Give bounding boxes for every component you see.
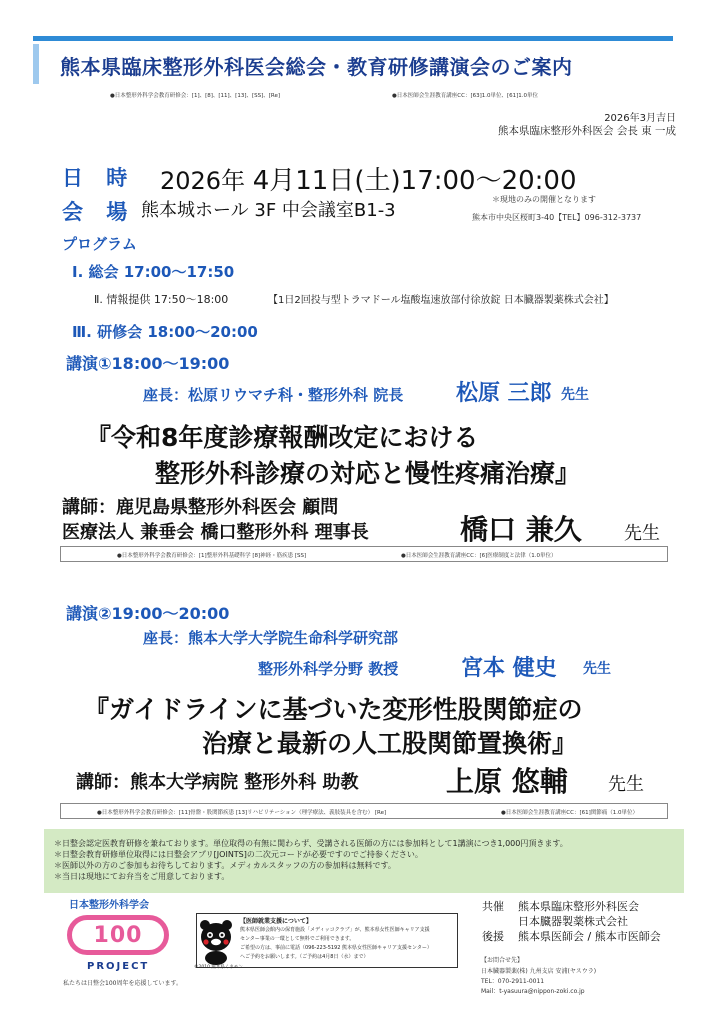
logo-project: PROJECT [87, 961, 150, 972]
jma-credit-header: ●日本医師会生涯教育講座CC：[63]1.0単位、[61]1.0単位 [392, 93, 539, 99]
datetime-year: 2026年 [160, 167, 246, 195]
notice-box [44, 829, 684, 893]
lecture1-chair-name: 松原 三郎 [456, 381, 552, 406]
ad-line: 熊本県医師会館内の保育施設「メディッコクラブ」が、熊本県女性医師キャリア支援 [240, 927, 430, 933]
program-info-sponsor: 【1日2回投与型トラマドール塩酸塩速放部付徐放錠 日本臓器製薬株式会社】 [268, 295, 614, 306]
contact-phone: TEL：070-2911-0011 [481, 978, 545, 985]
ad-line: センター事業の一環として無料でご利用できます。 [240, 936, 355, 942]
support-value: 熊本県医師会 / 熊本市医師会 [518, 930, 661, 943]
program-seminar: Ⅲ. 研修会 18:00～20:00 [72, 323, 258, 341]
page-title: 熊本県臨床整形外科医会総会・教育研修講演会のご案内 [60, 55, 573, 79]
lecture2-speaker-name: 上原 悠輔 [446, 765, 568, 798]
kumamon-mascot-icon [196, 917, 236, 965]
datetime-weekday: (土) [354, 166, 401, 196]
cohost-1: 熊本県臨床整形外科医会 [518, 900, 639, 913]
notice-line: ＊日整会教育研修単位取得には日整会アプリ[JOINTS]の二次元コードが必要ですのでご持参ください。 [54, 850, 423, 859]
lecture1-title-line1: 『令和8年度診療報酬改定における [86, 423, 479, 452]
lecture1-joa-credit: ●日本整形外科学会教育研修会：[1]整形外科基礎科学 [8]神経・筋疾患 [SS] [117, 553, 307, 559]
lecture1-speaker-name: 橋口 兼久 [460, 513, 582, 546]
notice-line: ＊当日は現地にてお弁当をご用意しております。 [54, 872, 230, 881]
logo-number: 100 [93, 922, 143, 948]
contact-title: 【お問合せ先】 [481, 957, 524, 964]
logo-support-text: 私たちは日整会100周年を応援しています。 [63, 980, 182, 987]
program-info-session: Ⅱ. 情報提供 17:50～18:00 [94, 293, 229, 306]
lecture2-chair-suffix: 先生 [583, 661, 611, 677]
ad-title: 【医師就業支援について】 [240, 918, 312, 925]
lecture2-jma-credit: ●日本医師会生涯教育講座CC：[61]関節痛（1.0単位） [501, 810, 639, 816]
lecture2-speaker-suffix: 先生 [608, 774, 644, 795]
notice-line: ＊日整会認定医教育研修を兼ねております。単位取得の有無に関わらず、受講される医師の方には参加料として1講演につき1,000円頂きます。 [54, 839, 568, 848]
datetime-time: 17:00～20:00 [400, 166, 577, 196]
notice-line: ＊医師以外の方のご参加もお待ちしております。メディカルスタッフの方の参加料は無料です。 [54, 861, 396, 870]
ad-line: ご希望の方は、事前に電話（096-223-5192 熊本県女性医師キャリア支援センター） [240, 945, 432, 951]
lecture1-jma-credit: ●日本医師会生涯教育講座CC：[6]医療制度と法律（1.0単位） [401, 553, 557, 559]
lecture1-chair-role: 座長：松原リウマチ科・整形外科 院長 [143, 386, 404, 404]
lecture2-label: 講演②19:00～20:00 [66, 604, 230, 623]
lecture2-chair-name: 宮本 健史 [461, 656, 557, 681]
program-general-meeting: Ⅰ. 総会 17:00～17:50 [72, 263, 235, 281]
support-label: 後援 [482, 930, 504, 943]
venue-address: 熊本市中央区桜町3-40【TEL】096-312-3737 [472, 213, 642, 222]
lecture2-title-line1: 『ガイドラインに基づいた変形性股関節症の [84, 695, 583, 724]
logo-100-badge [67, 915, 169, 955]
datetime-day: 4月11日 [252, 166, 355, 196]
venue-note: ＊現地のみの開催となります [492, 195, 596, 204]
ad-line: へご予約をお願いします。（ご予約は4月8日（水）まで） [240, 954, 369, 960]
lecture2-joa-credit: ●日本整形外科学会教育研修会：[11]骨盤・股関節疾患 [13]リハビリテーション（理学療法、義肢装具を含む） [Re] [97, 810, 387, 816]
datetime-label: 日 時 [62, 166, 136, 190]
lecture2-title-line2: 治療と最新の人工股関節置換術』 [202, 729, 578, 758]
lecture1-label: 講演①18:00～19:00 [66, 354, 230, 373]
datetime-value [160, 160, 577, 197]
lecture1-speaker-suffix: 先生 [624, 523, 660, 544]
lecture1-credit-box [60, 546, 668, 562]
lecture2-chair-role1: 座長：熊本大学大学院生命科学研究部 [143, 629, 399, 647]
contact-email: Mail：t-yasuura@nippon-zoki.co.jp [481, 988, 585, 995]
lecture2-speaker-line1: 講師：熊本大学病院 整形外科 助教 [76, 772, 359, 793]
contact-line: 日本臓器製薬(株) 九州支店 安浦(ヤスウラ) [481, 968, 597, 975]
lecture1-chair-suffix: 先生 [561, 387, 589, 403]
lecture2-chair-role2: 整形外科学分野 教授 [258, 660, 399, 678]
venue-label: 会 場 [62, 200, 136, 224]
lecture2-credit-box [60, 803, 668, 819]
header-accent-bar [33, 36, 673, 41]
cohost-label: 共催 [482, 900, 504, 913]
lecture1-speaker-line1: 講師：鹿児島県整形外科医会 顧問 [62, 497, 339, 518]
joa-credit-header: ●日本整形外科学会教育研修会：[1]、[8]、[11]、[13]、[SS]、[Re] [110, 93, 280, 99]
lecture1-title-line2: 整形外科診療の対応と慢性疼痛治療』 [155, 459, 581, 488]
lecture1-speaker-line2: 医療法人 兼垂会 橋口整形外科 理事長 [62, 522, 369, 543]
program-heading: プログラム [62, 235, 137, 253]
issue-date: 2026年3月吉日 [604, 113, 676, 124]
venue-value: 熊本城ホール 3F 中会議室B1-3 [141, 200, 396, 221]
mascot-caption: ©2010 熊本県くまモン [194, 965, 243, 970]
cohost-2: 日本臓器製薬株式会社 [518, 915, 628, 928]
logo-society-name: 日本整形外科学会 [69, 900, 149, 911]
organizer: 熊本県臨床整形外科医会 会長 東 一成 [497, 125, 676, 137]
